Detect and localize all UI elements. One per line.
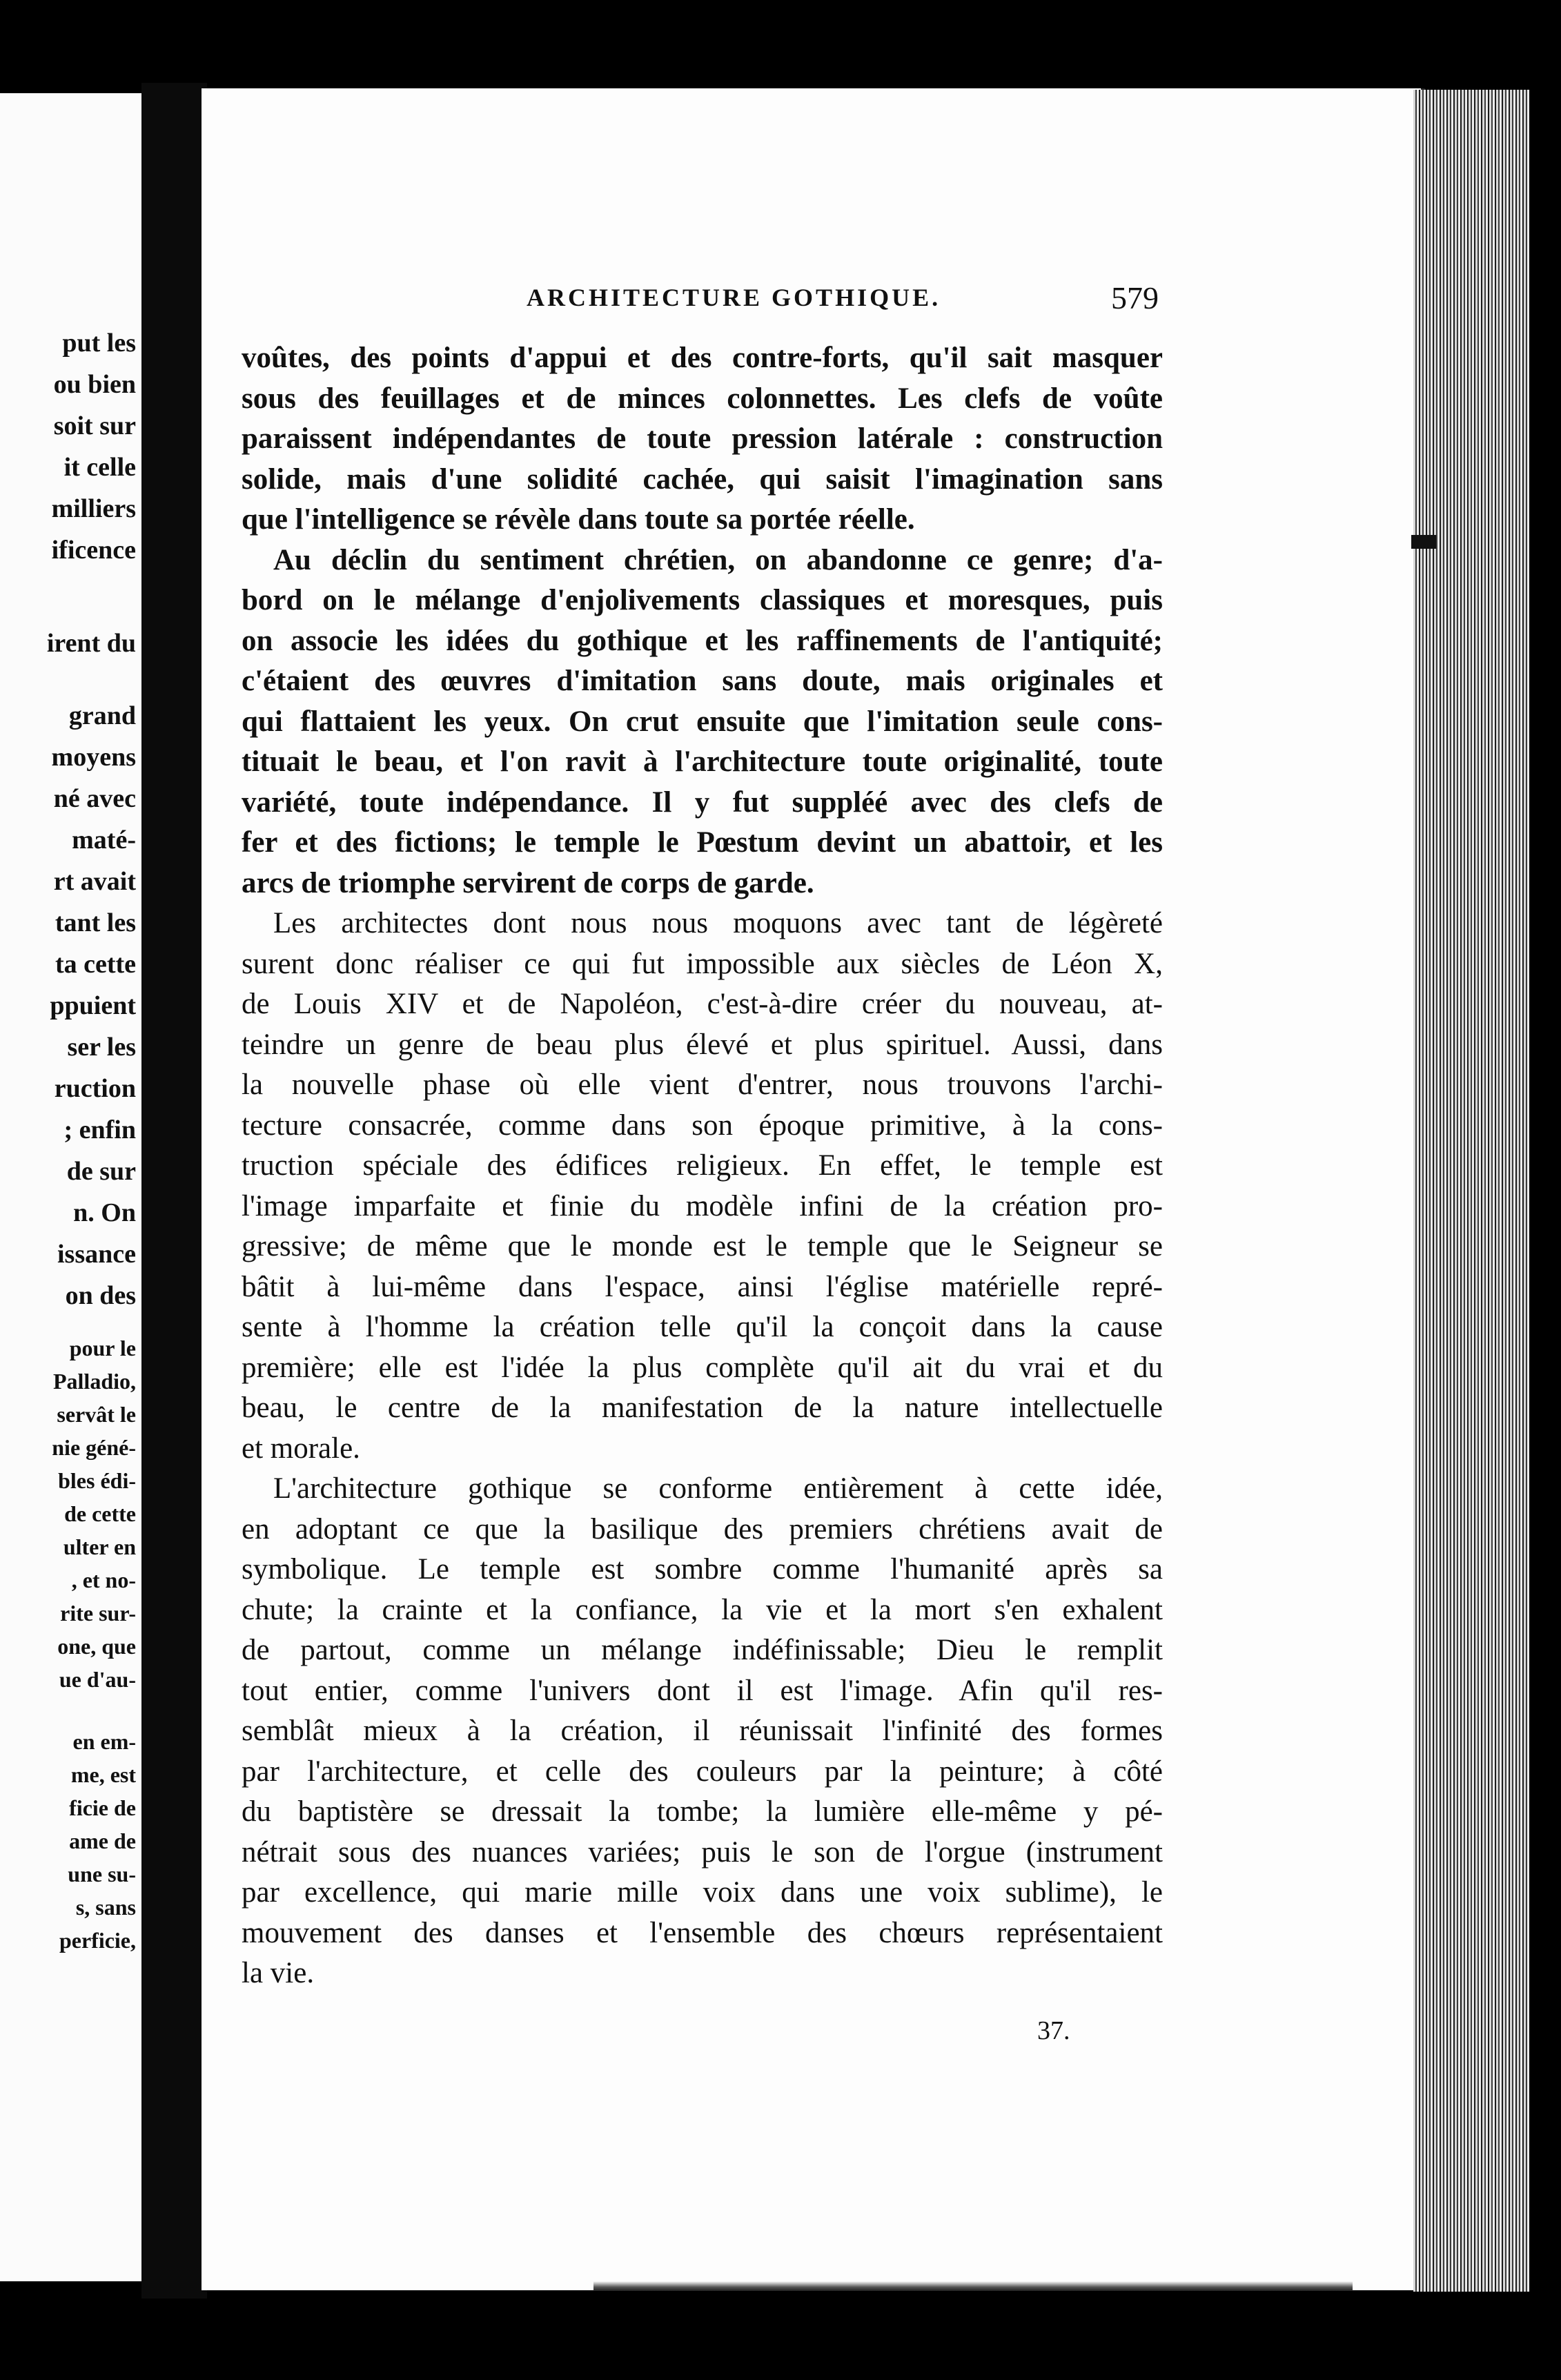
text-line: bâtit à lui-même dans l'espace, ainsi l'église matérielle repré- xyxy=(242,1270,1163,1303)
text-line: arcs de triomphe servirent de corps de garde. xyxy=(242,866,814,899)
left-page-line: rt avait xyxy=(53,867,136,896)
text-line: par l'architecture, et celle des couleurs par la peinture; à côté xyxy=(242,1755,1163,1788)
left-page-line: ou bien xyxy=(53,370,136,399)
left-page-line: milliers xyxy=(51,494,136,523)
text-line: du baptistère se dressait la tombe; la lumière elle-même y pé- xyxy=(242,1795,1163,1828)
text-line: la vie. xyxy=(242,1957,315,1989)
text-line: tituait le beau, et l'on ravit à l'architecture toute originalité, toute xyxy=(242,745,1163,778)
left-page-note-line: one, que xyxy=(57,1634,136,1659)
text-line: et morale. xyxy=(242,1432,360,1465)
left-page-note-line: s, sans xyxy=(75,1895,136,1920)
page-edges xyxy=(1413,90,1529,2292)
left-page-note-line: perficie, xyxy=(59,1928,136,1953)
running-title: ARCHITECTURE GOTHIQUE. xyxy=(527,284,941,311)
left-page-line: put les xyxy=(62,329,136,358)
signature-mark: 37. xyxy=(1037,2016,1070,2045)
left-page-note-line: , et no- xyxy=(71,1568,136,1592)
left-page-note-line: ficie de xyxy=(69,1795,136,1820)
text-line: surent donc réaliser ce qui fut impossible aux siècles de Léon X, xyxy=(242,947,1163,980)
text-line: en adoptant ce que la basilique des premiers chrétiens avait de xyxy=(242,1512,1163,1545)
left-page-note-line: nie géné- xyxy=(52,1435,136,1460)
text-line: par excellence, qui marie mille voix dans une voix sublime), le xyxy=(242,1876,1163,1909)
text-line: solide, mais d'une solidité cachée, qui saisit l'imagination sans xyxy=(242,462,1163,496)
text-line: beau, le centre de la manifestation de la nature intellectuelle xyxy=(242,1392,1163,1424)
left-page-line: ta cette xyxy=(55,950,136,979)
text-line: de Louis XIV et de Napoléon, c'est-à-dire créer du nouveau, at- xyxy=(242,988,1163,1020)
left-page-note-line: de cette xyxy=(64,1501,136,1526)
left-page-line: tant les xyxy=(55,908,136,937)
text-line: voûtes, des points d'appui et des contre-forts, qu'il sait masquer xyxy=(242,342,1163,374)
left-page-line: on des xyxy=(65,1281,136,1310)
left-page-line: ; enfin xyxy=(63,1115,136,1144)
left-facing-page xyxy=(0,93,146,2281)
text-line: symbolique. Le temple est sombre comme l'humanité après sa xyxy=(242,1553,1163,1586)
text-line: fer et des fictions; le temple le Pœstum devint un abattoir, et les xyxy=(242,826,1163,859)
page-number: 579 xyxy=(1111,280,1159,315)
text-line: la nouvelle phase où elle vient d'entrer, nous trouvons l'archi- xyxy=(242,1069,1163,1101)
text-line: truction spéciale des édifices religieux. En effet, le temple est xyxy=(242,1149,1163,1182)
text-line: Les architectes dont nous nous moquons avec tant de légèreté xyxy=(273,907,1163,939)
margin-mark xyxy=(1411,535,1436,549)
left-page-line: maté- xyxy=(72,826,136,855)
text-line: semblât mieux à la création, il réunissait l'infinité des formes xyxy=(242,1715,1163,1747)
left-page-line: ruction xyxy=(54,1074,136,1103)
text-line: sente à l'homme la création telle qu'il la conçoit dans la cause xyxy=(242,1311,1163,1343)
text-line: bord on le mélange d'enjolivements classiques et moresques, puis xyxy=(242,584,1163,616)
text-line: c'étaient des œuvres d'imitation sans doute, mais originales et xyxy=(242,665,1163,697)
left-page-note-line: me, est xyxy=(70,1762,136,1787)
text-line: que l'intelligence se révèle dans toute sa portée réelle. xyxy=(242,503,915,536)
page-bottom-edge xyxy=(593,2281,1353,2291)
text-line: l'image imparfaite et finie du modèle infini de la création pro- xyxy=(242,1189,1163,1222)
left-page-line: n. On xyxy=(73,1198,136,1227)
text-line: mouvement des danses et l'ensemble des chœurs représentaient xyxy=(242,1916,1163,1949)
text-line: nétrait sous des nuances variées; puis le son de l'orgue (instrument xyxy=(242,1835,1163,1869)
text-line: Au déclin du sentiment chrétien, on abandonne ce genre; d'a- xyxy=(273,543,1163,576)
text-line: L'architecture gothique se conforme entièrement à cette idée, xyxy=(273,1472,1163,1505)
left-page-line: ser les xyxy=(67,1033,136,1062)
left-page-line: né avec xyxy=(53,784,136,813)
text-line: chute; la crainte et la confiance, la vie et la mort s'en exhalent xyxy=(242,1593,1163,1626)
left-page-line: de sur xyxy=(66,1157,136,1186)
left-page-note-line: Palladio, xyxy=(52,1369,136,1394)
book-gutter xyxy=(141,83,207,2299)
text-line: paraissent indépendantes de toute pression latérale : construction xyxy=(242,422,1163,455)
left-page-line: ppuient xyxy=(50,991,136,1020)
text-line: tecture consacrée, comme dans son époque primitive, à la cons- xyxy=(242,1109,1163,1142)
left-page-note-line: bles édi- xyxy=(58,1468,136,1493)
left-page-line: it celle xyxy=(63,453,136,482)
left-page-note-line: en em- xyxy=(72,1729,136,1754)
body-text xyxy=(242,338,1163,1994)
left-page-line: soit sur xyxy=(53,411,136,440)
left-page-note-line: servât le xyxy=(57,1402,136,1427)
text-line: de partout, comme un mélange indéfinissable; Dieu le remplit xyxy=(242,1634,1163,1666)
left-page-line: issance xyxy=(57,1240,136,1269)
left-page-line: grand xyxy=(68,701,136,730)
left-page-line: irent du xyxy=(46,629,136,658)
text-line: gressive; de même que le monde est le temple que le Seigneur se xyxy=(242,1230,1163,1262)
left-page-note-line: une su- xyxy=(68,1862,136,1886)
text-line: variété, toute indépendance. Il y fut suppléé avec des clefs de xyxy=(242,786,1163,819)
text-line: teindre un genre de beau plus élevé et plus spirituel. Aussi, dans xyxy=(242,1028,1163,1061)
text-line: tout entier, comme l'univers dont il est l'image. Afin qu'il res- xyxy=(242,1674,1163,1707)
left-page-note-line: rite sur- xyxy=(60,1601,136,1626)
text-line: première; elle est l'idée la plus complète qu'il ait du vrai et du xyxy=(242,1351,1163,1384)
left-page-line: ificence xyxy=(51,536,136,565)
left-page-note-line: ue d'au- xyxy=(59,1667,136,1692)
left-page-note-line: pour le xyxy=(69,1336,136,1360)
text-line: on associe les idées du gothique et les raffinements de l'antiquité; xyxy=(242,624,1163,657)
left-page-note-line: ame de xyxy=(69,1828,136,1853)
left-page-line: moyens xyxy=(51,743,136,772)
text-line: qui flattaient les yeux. On crut ensuite que l'imitation seule cons- xyxy=(242,705,1163,738)
left-page-note-line: ulter en xyxy=(63,1534,136,1559)
text-line: sous des feuillages et de minces colonnettes. Les clefs de voûte xyxy=(242,382,1163,415)
